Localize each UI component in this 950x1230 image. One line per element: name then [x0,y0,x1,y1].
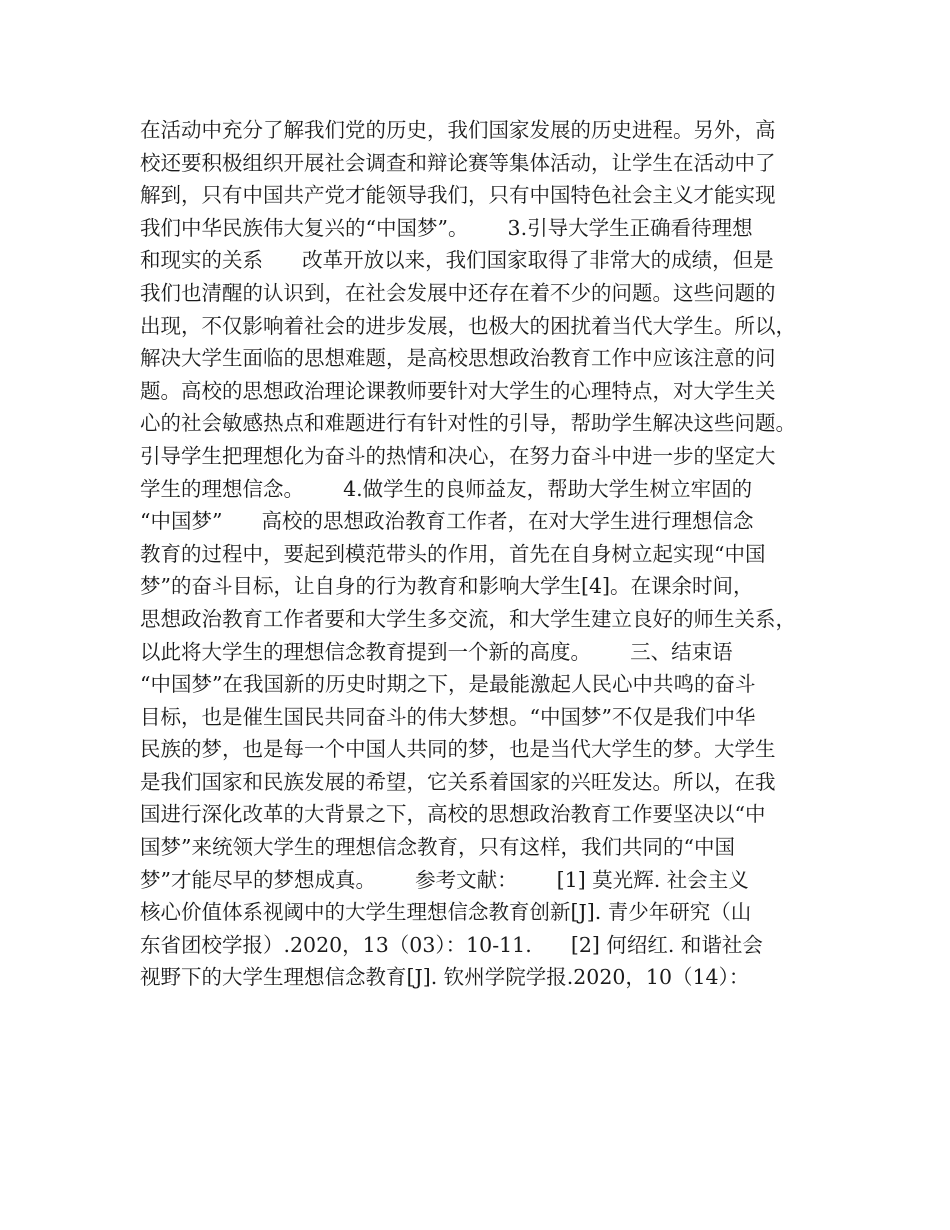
body-text [140,114,830,994]
text-line: 核心价值体系视阈中的大学生理想信念教育创新[J]. 青少年研究（山 [140,900,752,925]
text-line: 心的社会敏感热点和难题进行有针对性的引导，帮助学生解决这些问题。 [140,411,796,436]
text-line: 在活动中充分了解我们党的历史，我们国家发展的历史进程。另外，高 [140,118,776,142]
text-line: 教育的过程中，要起到模范带头的作用，首先在自身树立起实现“中国 [140,541,766,566]
text-line: 梦”才能尽早的梦想成真。 参考文献： [1] 莫光辉. 社会主义 [140,867,749,892]
text-line: 民族的梦，也是每一个中国人共同的梦，也是当代大学生的梦。大学生 [140,737,776,762]
text-line: 出现，不仅影响着社会的进步发展，也极大的困扰着当代大学生。所以， [140,313,796,338]
text-line: 我们也清醒的认识到，在社会发展中还存在着不少的问题。这些问题的 [140,280,776,305]
text-line: 国进行深化改革的大背景之下，高校的思想政治教育工作要坚决以“中 [140,802,766,827]
text-line: 梦”的奋斗目标，让自身的行为教育和影响大学生[4]。在课余时间， [140,574,754,599]
text-line: 和现实的关系 改革开放以来，我们国家取得了非常大的成绩，但是 [140,248,774,273]
text-line: 解到，只有中国共产党才能领导我们，只有中国特色社会主义才能实现 [140,183,776,208]
text-line: 学生的理想信念。 4.做学生的良师益友，帮助大学生树立牢固的 [140,476,753,501]
text-line: 是我们国家和民族发展的希望，它关系着国家的兴旺发达。所以，在我 [140,769,776,794]
text-line: 东省团校学报）.2020，13（03）：10-11. [2] 何绍红. 和谐社会 [140,932,763,957]
text-line: 校还要积极组织开展社会调查和辩论赛等集体活动，让学生在活动中了 [140,150,776,175]
text-line: 以此将大学生的理想信念教育提到一个新的高度。 三、结束语 [140,639,733,664]
text-line: 目标，也是催生国民共同奋斗的伟大梦想。“中国梦”不仅是我们中华 [140,704,756,729]
text-line: 视野下的大学生理想信念教育[J]. 钦州学院学报.2020，10（14）： [140,965,750,990]
text-line: 引导学生把理想化为奋斗的热情和决心，在努力奋斗中进一步的坚定大 [140,443,776,468]
text-line: 国梦”来统领大学生的理想信念教育，只有这样，我们共同的“中国 [140,835,735,860]
text-line: 解决大学生面临的思想难题，是高校思想政治教育工作中应该注意的问 [140,346,776,371]
text-line: 我们中华民族伟大复兴的“中国梦”。 3.引导大学生正确看待理想 [140,215,753,240]
text-line: 思想政治教育工作者要和大学生多交流，和大学生建立良好的师生关系， [140,606,796,631]
text-line: “中国梦” 高校的思想政治教育工作者，在对大学生进行理想信念 [140,509,754,534]
text-line: “中国梦”在我国新的历史时期之下，是最能激起人民心中共鸣的奋斗 [140,672,756,697]
text-line: 题。高校的思想政治理论课教师要针对大学生的心理特点，对大学生关 [140,378,776,403]
